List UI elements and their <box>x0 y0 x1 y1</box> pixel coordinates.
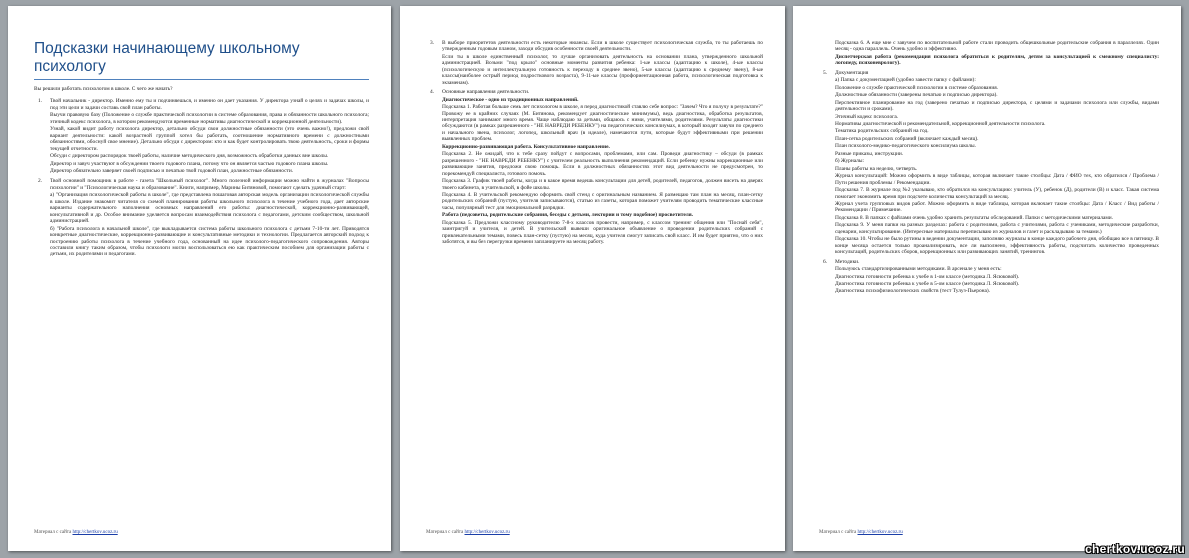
paragraph: Директор и завуч участвуют в обсуждении твоего годового плана, потому что он является частью годового плана школы. <box>50 160 329 167</box>
tip-paragraph: Подсказка 3. График твоей работы, когда и в какое время ведешь консультации для детей, родителей, педагогов, должен висеть на дверях твоего кабинета, в учительской, в фойе школы. <box>442 178 763 191</box>
doc-line: Тематика родительских собраний на год. <box>835 128 929 135</box>
paragraph: Директор обязательно заверяет своей подписью и печатью твой годовой план, должностные обязанности. <box>50 167 294 174</box>
intro-text: Вы решили работать психологом в школе. С чего же начать? <box>34 86 173 92</box>
section-heading: Коррекционно-развивающая работа. Консультативное направление. <box>442 143 610 150</box>
paragraph: б) Журналы: <box>835 158 864 165</box>
list-item-5 <box>819 70 1159 256</box>
doc-line: Разные приказы, инструкции. <box>835 150 904 157</box>
journal-line: Подсказка 9. У меня папки на разных разделах: работа с родителями, работа с учителями, работа с учениками, методические разработки, сценарии, консультирование. (Интересные материалы переписываю из журналов и газет и раскладываю за темами.) <box>835 222 1159 235</box>
section-heading: Диспетчерская работа (рекомендация психолога обратиться к родителям, детям за консультацией к смежному специалисту: логопеду, психоневрологу). <box>835 53 1159 67</box>
paragraph: В выборе приоритетов деятельности есть некоторые нюансы. Если в школе существует психологическая служба, то ты работаешь по утвержденным годовым планом, заходи обсудив особенности своей деятельности. <box>442 40 763 53</box>
paragraph: Основные направления деятельности. <box>442 89 530 96</box>
method-line: Диагностика готовности ребенка к учебе в 5-ом классе (методика Л. Ясюковой). <box>835 280 1020 287</box>
doc-line: Нормативы диагностической и рекомендательной, коррекционной деятельности психолога. <box>835 120 1046 127</box>
document-page-3 <box>793 6 1181 551</box>
journal-line: Журнал консультаций: Можно оформить в виде таблицы, которая включает такие столбцы: Дата / ФИО тех, кто обратился / Проблема / Пути решения проблемы / Рекомендации. <box>835 173 1159 186</box>
footer-label: Материал с сайта <box>34 530 73 535</box>
method-line: Диагностика готовности ребенка к учебе в 1-ом классе (методика Л. Ясюковой). <box>835 273 1020 280</box>
tip-paragraph: Подсказка 1. Работая больше семь лет психологом в школе, я перед диагностикой ставлю себе вопрос: "Зачем? Что я получу в результате?" Провожу ее в крайних случаях (М. Битянова, рекомендует диагностические минимумы), ведь диагностика, обработка результатов, интерпретация занимают много время. Чаще наблюдаю за детьми, общаюсь с ними, учителями, родителями. Результаты диагностики обсуждаются (в рамках разрешенного - "НЕ НАВРЕДИ РЕБЕНКУ") на педагогических консилиумах, в который входят завучи по среднего и начального звена, психолог, логопед, школьный врач (в идеале), намечаются пути, которые будут эффективными при решении выявленных проблем. <box>442 104 763 143</box>
list-item-6 <box>819 259 1159 295</box>
footer-link[interactable]: http://chertkov.ucoz.ru <box>72 530 118 535</box>
journal-line: Подсказка 7. В журнале под №2 указываю, кто обратился на консультацию: учитель (У), ребенок (Д), родители (В) и класс. Такая система помогает экономить время при подсчете количества консультаций за месяц. <box>835 187 1159 200</box>
doc-line: Положение о службе практической психологии в системе образования. <box>835 84 999 91</box>
paragraph: Методики. <box>835 258 860 265</box>
doc-line: Перспективное планирование на год (заверено печатью и подписью директора, с целями и задачами психолога или службы, видами деятельности и сроками). <box>835 99 1159 113</box>
paragraph: Обсуди с директором распорядок твоей работы, наличие методического дня, возможность обработки данных вне школы. <box>50 153 329 160</box>
list-number: 3. <box>430 40 435 46</box>
footer-label: Материал с сайта <box>426 530 465 535</box>
paragraph: Если ты в школе единственный психолог, то лучше организовать деятельность на основании плана, утвержденного школьной администрацией. Возьми "под крыло" основные моменты развития ребенка: 1-ые классы (адаптацию к школе), 4-ые классы (психологическую и интеллектуальную готовность к переходу в среднее звено), 5-ые классы (адаптацию к среднему звену), 8-ые классы(наиболее острый период подросткового возраста), 9-11-ые классы (профориентационная работа, психологическая подготовка к экзаменам). <box>442 53 763 86</box>
list-number: 4. <box>430 89 435 96</box>
site-watermark: chertkov.ucoz.ru <box>1085 542 1185 556</box>
tip-paragraph: Подсказка 6. А еще мне с завучем по воспитательной работе стали проводить общешкольные родительские собрания в параллелях. Один месяц - одна параллель. Очень удобно и эффективно. <box>835 40 1159 53</box>
paragraph: Узнай, какой видит работу психолога директор, детально обсуди свои должностные обязанности (это очень важно!), предложи свой вариант деятельности: какой возрастной группой хотел бы работать, соотношение нормативного времени с должностными обязанностями, обоснуй свое мнение). Детально обсуди с директором: кто и как будет контролировать твою деятельность, сроки и формы текущей отчетности. <box>50 126 369 152</box>
footer-link[interactable]: http://chertkov.ucoz.ru <box>857 530 903 535</box>
tip-paragraph: Подсказка 5. Предложи классному руководителю 7-8-х классов провести, например, с классом тренинг общения или "Поснай себя", заинтригуй и учителя, и детей. В учительской вывеши оригинальное объявление о проведении родительских собраний с привлекательными темами, повесь план-сетку (пустую) на месяц, куда учителя смогут записать свой класс. И им будет приятно, что о них заботятся, и вы без перегрузки времени запланируете на месяц работу. <box>442 219 763 246</box>
journal-line: Журнал учета групповых видов работ. Можно оформить в виде таблицы, которая включает такие столбцы: Дата / Класс / Вид работы / Рекомендации / Примечание. <box>835 200 1159 214</box>
paragraph: Твой основной помощник в работе - газета "Школьный психолог". Много полезной информации можно найти в журналах "Вопросы психологии" и "Психологическая наука и образование". Книги, например, Марины Битяновой, помогают сделать удачный старт: <box>50 178 369 191</box>
list-number: 1. <box>38 98 43 105</box>
method-line: Диагностика психофизиологических свойств (тест Тулуз-Пьерона). <box>835 288 991 295</box>
section-heading: Работа (педсоветы, родительские собрания, беседы с детьми, лектории и тому подобное) просветителя. <box>442 212 694 219</box>
journal-line: Подсказка 10. Чтобы не было рутины в ведении документации, заполняю журналы в конце каждого рабочего дня, обобщаю все в пятницу. В конце месяца остается только проанализировать, все ли выполнено, эффективность работы, подсчитать количество проведенных консультаций, родительских сборов, коррекционных или развивающих занятий, тренингов. <box>835 236 1159 256</box>
tip-paragraph: Подсказка 2. Не ожидай, что к тебе сразу пойдут с вопросами, проблемами, или сам. Проведи диагностику – обсуди (в рамках разрешенного - "НЕ НАВРЕДИ РЕБЕНКУ") с учителем реальность выполнения рекомендаций. Если ребенку нужны коррекционные или развивающие занятия, предложи свою помощь. Если в должностных обязанностях этот вид деятельности не предусмотрен, то порекомендуй специалиста, готового помочь. <box>442 151 763 177</box>
page-footer <box>819 530 903 535</box>
paragraph: Твой начальник - директор. Именно ему ты и подчиняешься, и именно он дает указания. У директора узнай о целях и задачах школы, и под эти цели и задачи составь свой план работы. <box>50 98 369 111</box>
list-item-4 <box>426 89 763 245</box>
doc-line: План психолого-медико-педагогического консилиума школы. <box>835 143 976 150</box>
document-page-2 <box>400 6 785 551</box>
journal-line: Планы работы на неделю, четверть. <box>835 165 918 172</box>
paragraph: а) Папка с документацией (удобно завести папку с файлами): <box>835 77 976 84</box>
list-number: 5. <box>823 69 828 76</box>
list-number: 6. <box>823 258 828 265</box>
page-footer <box>34 530 118 535</box>
list-item-3 <box>426 40 763 86</box>
doc-line: Этичный кодекс психолога. <box>835 113 899 120</box>
footer-link[interactable]: http://chertkov.ucoz.ru <box>464 530 510 535</box>
list-item-2 <box>34 178 369 257</box>
footer-label: Материал с сайта <box>819 530 858 535</box>
tip-paragraph: Подсказка 4. В учительской рекомендую оформить свой стенд с оригинальным названием. Я размещаю там план на месяц, план-сетку родительских собраний (пустую, учителя записываются), статью из газеты, которая поможет учителям проводить тематические классные часы, популярный тест для эмоциональной разрядки. <box>442 191 763 211</box>
journal-line: Подсказка 8. В папках с файлами очень удобно хранить результаты обследований. Папки с методическими материалами. <box>835 214 1113 221</box>
list-number: 2. <box>38 178 43 185</box>
doc-line: Должностные обязанности (заверены печатью и подписью директора). <box>835 92 998 99</box>
paragraph: а) "Организация психологической работы в школе", где представлена пошаговая авторская модель организации психологической службы в школе. Издание знакомит читателя со схемой планирования работы школьного психолога в течение учебного года, дает авторские варианты содержательного наполнения основных направлений его работы: диагностической, коррекционно-развивающей, консультативной и др. Особое внимание уделяется вопросам взаимодействия психолога с педагогами, детским сообществом, школьной администрацией. <box>50 192 369 225</box>
doc-line: План-сетка родительских собраний (включает каждый месяц). <box>835 135 979 142</box>
paragraph: Выучи правовую базу (Положение о службе практической психологии в системе образования, права и обязанности школьного психолога; этичный кодекс психолога, в котором рекомендуются временные нормативы диагностической и коррекционной деятельности). <box>50 112 369 125</box>
page-footer <box>426 530 510 535</box>
paragraph: б) "Работа психолога в начальной школе", где выкладывается система работы школьного психолога с детьми 7-10-ти лет. Приводятся конкретные диагностические, коррекционно-развивающие и консультативные методики и технологии. Предлагается авторский подход к построению работы психолога в течение учебного года, основанный на идее психолого-педагогического сопровождения. Авторы составили книгу таким образом, чтобы психологи могли воспользоваться ею как практическим пособием для организации работы с детьми, их родителями и педагогами. <box>50 225 369 258</box>
paragraph: Документация <box>835 69 869 76</box>
section-heading: Диагностическое - одно из традиционных направлений. <box>442 96 579 103</box>
document-title: Подсказки начинающему школьному психологу <box>34 40 369 80</box>
document-page-1 <box>8 6 391 551</box>
method-line: Пользуюсь стандартизированными методиками. В арсенале у меня есть: <box>835 266 1002 273</box>
list-item-1 <box>34 98 369 174</box>
